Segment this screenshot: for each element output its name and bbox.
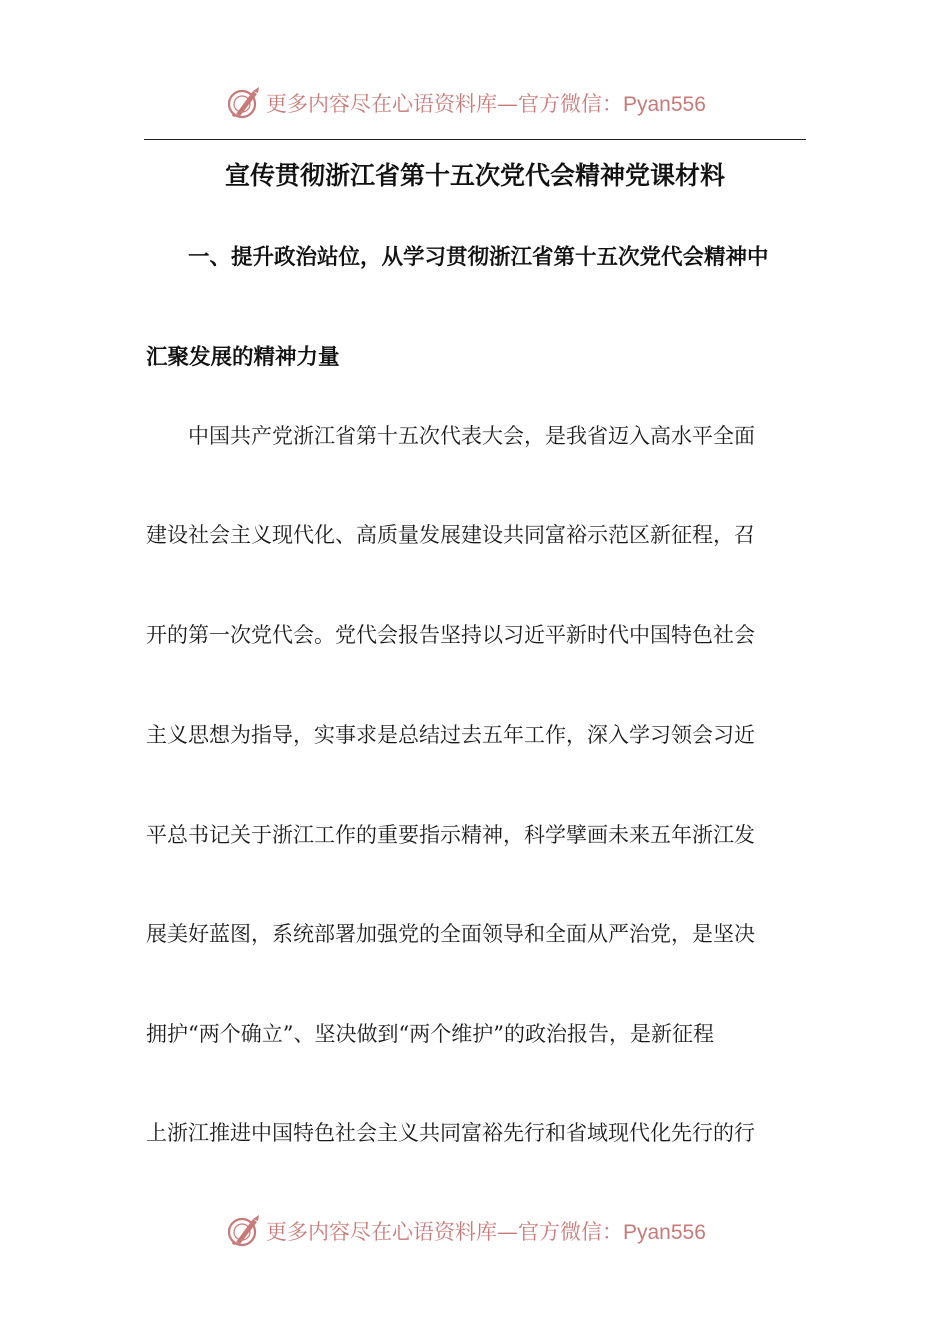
pen-nib-icon bbox=[226, 85, 262, 121]
paragraph-line: 拥护“两个确立”、坚决做到“两个维护”的政治报告，是新征程 bbox=[146, 1022, 714, 1046]
paragraph-line: 建设社会主义现代化、高质量发展建设共同富裕示范区新征程，召 bbox=[146, 523, 755, 547]
header-divider bbox=[144, 139, 806, 140]
banner-separator: — bbox=[497, 92, 518, 116]
paragraph-line: 展美好蓝图，系统部署加强党的全面领导和全面从严治党，是坚决 bbox=[146, 922, 755, 946]
header-banner-text bbox=[266, 88, 706, 118]
banner-separator: — bbox=[497, 1220, 518, 1244]
section-heading-line-1: 一、提升政治站位，从学习贯彻浙江省第十五次党代会精神中 bbox=[188, 245, 769, 270]
header-banner bbox=[226, 83, 746, 123]
pen-nib-icon bbox=[226, 1213, 262, 1249]
paragraph-line: 上浙江推进中国特色社会主义共同富裕先行和省域现代化先行的行 bbox=[146, 1121, 755, 1145]
paragraph-line: 主义思想为指导，实事求是总结过去五年工作，深入学习领会习近 bbox=[146, 723, 755, 747]
banner-site-text: 更多内容尽在心语资料库 bbox=[266, 1220, 497, 1244]
document-title: 宣传贯彻浙江省第十五次党代会精神党课材料 bbox=[224, 161, 725, 190]
banner-wechat-id: Pyan556 bbox=[623, 1221, 706, 1244]
banner-wechat-label: 官方微信： bbox=[518, 92, 623, 116]
banner-wechat-label: 官方微信： bbox=[518, 1220, 623, 1244]
paragraph-line: 平总书记关于浙江工作的重要指示精神，科学擘画未来五年浙江发 bbox=[146, 823, 755, 847]
footer-banner bbox=[226, 1211, 746, 1251]
paragraph-line: 开的第一次党代会。党代会报告坚持以习近平新时代中国特色社会 bbox=[146, 623, 755, 647]
banner-wechat-id: Pyan556 bbox=[623, 93, 706, 116]
section-heading-line-2: 汇聚发展的精神力量 bbox=[146, 345, 340, 370]
paragraph-line: 中国共产党浙江省第十五次代表大会，是我省迈入高水平全面 bbox=[188, 424, 755, 448]
banner-site-text: 更多内容尽在心语资料库 bbox=[266, 92, 497, 116]
footer-banner-text bbox=[266, 1216, 706, 1246]
